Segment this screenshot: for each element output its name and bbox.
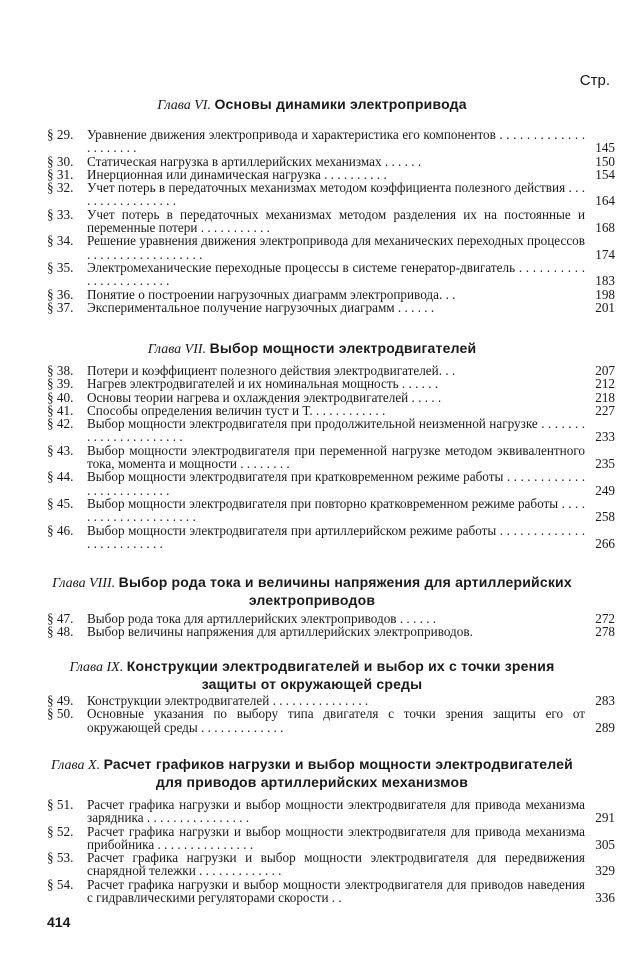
section-title: Конструкции электродвигателей . . . . . . . . . . . . . . . xyxy=(87,693,369,708)
chapter-title: Расчет графиков нагрузки и выбор мощности электродвигателей для приводов артиллерийских механизмов xyxy=(103,756,573,790)
section-number: § 52. xyxy=(47,823,74,839)
section-page: 305 xyxy=(595,836,615,852)
section-number: § 35. xyxy=(47,259,74,275)
section-title: Расчет графика нагрузки и выбор мощности электродвигателя для передвижения снарядной тележки . . . . . . . . . . . . . xyxy=(87,850,585,879)
toc-entry xyxy=(47,128,615,155)
section-number: § 34. xyxy=(47,233,74,249)
section-title: Понятие о построении нагрузочных диаграмм электропривода. . . xyxy=(87,286,456,302)
section-number: § 39. xyxy=(47,376,74,392)
section-page: 291 xyxy=(595,810,615,826)
section-number: § 30. xyxy=(47,153,74,169)
chapter-entries xyxy=(47,128,615,314)
toc-entry xyxy=(47,497,615,524)
chapter-label: Глава VII. xyxy=(147,342,207,357)
section-title: Выбор мощности электродвигателя при кратковременном режиме работы . . . . . . . . . . . . . . . . . . . . . . . . . xyxy=(87,469,585,498)
toc-entry xyxy=(47,208,615,235)
toc-entry xyxy=(47,391,615,404)
section-page: 164 xyxy=(595,193,615,209)
section-title: Выбор мощности электродвигателя при повторно кратковременном режиме работы . . . . . . . . . . . . . . . . . . . . . xyxy=(87,495,585,525)
toc-entry xyxy=(47,612,615,625)
toc-entry xyxy=(47,878,615,905)
chapter-heading xyxy=(44,340,580,358)
chapter-title: Основы динамики электропривода xyxy=(214,96,467,112)
toc-entry xyxy=(47,470,615,497)
section-title: Расчет графика нагрузки и выбор мощности электродвигателя для привода механизма прибойника . . . . . . . . . . . . . . . xyxy=(87,823,585,852)
toc-entry xyxy=(47,798,615,825)
section-title: Статическая нагрузка в артиллерийских механизмах . . . . . . xyxy=(87,153,422,169)
section-number: § 32. xyxy=(47,180,74,196)
chapter-label: Глава VI. xyxy=(157,98,211,113)
section-page: 233 xyxy=(595,429,615,445)
section-number: § 53. xyxy=(47,850,74,866)
section-page: 227 xyxy=(595,402,615,418)
section-title: Электромеханические переходные процессы в системе генератор-двигатель . . . . . . . . . . . . . . . . . . . . . . . xyxy=(87,259,585,289)
toc-entry xyxy=(47,234,615,261)
section-title: Выбор мощности электродвигателя при переменной нагрузке методом эквивалентного тока, момента и мощности . . . . . . . . xyxy=(87,442,585,472)
toc-entry xyxy=(47,155,615,168)
section-number: § 46. xyxy=(47,522,74,538)
toc-entry xyxy=(47,301,615,314)
section-number: § 50. xyxy=(47,706,74,722)
section-title: Учет потерь в передаточных механизмах методом разделения их на постоянные и переменные потери . . . . . . . . . . . xyxy=(87,206,585,236)
section-page: 201 xyxy=(595,299,615,315)
chapter-entries xyxy=(47,364,615,550)
page-column-label: Стр. xyxy=(579,72,610,89)
section-page: 168 xyxy=(595,220,615,236)
toc-entry xyxy=(47,825,615,852)
section-page: 336 xyxy=(595,890,615,906)
toc-entry xyxy=(47,524,615,551)
section-number: § 31. xyxy=(47,166,74,182)
section-title: Выбор мощности электродвигателя при продолжительной неизменной нагрузке . . . . . . . . . . . . . . . . . . . . . . xyxy=(87,416,585,445)
section-title: Потери и коэффициент полезного действия электродвигателей. . . xyxy=(87,363,456,378)
chapter-heading xyxy=(44,96,580,114)
section-title: Учет потерь в передаточных механизмах методом коэффициента полезного действия . . . . . . . . . . . . . . . . . xyxy=(87,180,585,209)
chapter-label: Глава VIII. xyxy=(52,576,116,591)
section-title: Способы определения величин τуст и T. . . . . . . . . . . . xyxy=(87,402,386,418)
section-number: § 44. xyxy=(47,469,74,485)
section-page: 150 xyxy=(595,153,615,169)
section-page: 235 xyxy=(595,456,615,472)
section-number: § 51. xyxy=(47,797,74,812)
section-page: 174 xyxy=(595,246,615,262)
toc-entry xyxy=(47,168,615,181)
toc-entry xyxy=(47,417,615,444)
section-page: 283 xyxy=(595,693,615,708)
toc-entry xyxy=(47,377,615,390)
section-number: § 48. xyxy=(47,624,74,640)
section-page: 272 xyxy=(595,611,615,626)
chapter-entries xyxy=(47,694,615,734)
section-title: Выбор рода тока для артиллерийских электроприводов . . . . . . xyxy=(87,611,437,626)
chapter-title: Выбор мощности электродвигателей xyxy=(209,340,477,356)
section-title: Основы теории нагрева и охлаждения электродвигателей . . . . . xyxy=(87,389,442,405)
toc-entry xyxy=(47,261,615,288)
section-number: § 49. xyxy=(47,693,74,708)
section-number: § 45. xyxy=(47,495,74,511)
chapter-label: Глава X. xyxy=(51,758,101,773)
section-number: § 47. xyxy=(47,611,74,626)
page-number: 414 xyxy=(47,914,71,930)
toc-entry xyxy=(47,364,615,377)
section-page: 266 xyxy=(595,535,615,551)
section-number: § 41. xyxy=(47,402,74,418)
section-page: 212 xyxy=(595,376,615,392)
section-title: Расчет графика нагрузки и выбор мощности электродвигателя для приводов наведения с гидравлическими регуляторами скорости . . xyxy=(87,876,585,906)
section-number: § 36. xyxy=(47,286,74,302)
section-number: § 54. xyxy=(47,876,74,892)
section-page: 218 xyxy=(595,389,615,405)
chapter-heading xyxy=(44,658,580,694)
section-page: 198 xyxy=(595,286,615,302)
section-number: § 37. xyxy=(47,299,74,315)
toc-entry xyxy=(47,694,615,707)
section-number: § 33. xyxy=(47,206,74,222)
chapter-title: Выбор рода тока и величины напряжения для артиллерийских электроприводов xyxy=(118,574,572,608)
section-page: 145 xyxy=(595,140,615,156)
section-page: 329 xyxy=(595,863,615,879)
section-page: 258 xyxy=(595,509,615,525)
section-number: § 40. xyxy=(47,389,74,405)
toc-entry xyxy=(47,625,615,638)
toc-entry xyxy=(47,288,615,301)
toc-entry xyxy=(47,404,615,417)
section-title: Выбор мощности электродвигателя при артиллерийском режиме работы . . . . . . . . . . . . . . . . . . . . . . . . . xyxy=(87,522,585,551)
section-page: 249 xyxy=(595,482,615,498)
section-page: 278 xyxy=(595,624,615,640)
section-title: Основные указания по выбору типа двигателя с точки зрения защиты его от окружающей среды . . . . . . . . . . . . . xyxy=(87,706,585,735)
toc-entry xyxy=(47,707,615,734)
section-title: Инерционная или динамическая нагрузка . . . . . . . . . . xyxy=(87,166,387,182)
chapter-title: Конструкции электродвигателей и выбор их с точки зрения защиты от окружающей среды xyxy=(126,658,555,692)
chapter-heading xyxy=(44,756,580,792)
chapter-label: Глава IX. xyxy=(69,660,124,675)
toc-entry xyxy=(47,851,615,878)
section-page: 183 xyxy=(595,273,615,289)
chapter-heading xyxy=(44,574,580,610)
section-page: 154 xyxy=(595,166,615,182)
toc-entry xyxy=(47,444,615,471)
section-title: Расчет графика нагрузки и выбор мощности электродвигателя для привода механизма зарядника . . . . . . . . . . . . . . . . xyxy=(87,797,585,826)
section-page: 207 xyxy=(595,363,615,378)
section-page: 289 xyxy=(595,719,615,735)
section-number: § 38. xyxy=(47,363,74,378)
section-title: Экспериментальное получение нагрузочных диаграмм . . . . . . xyxy=(87,299,435,315)
chapter-entries xyxy=(47,612,615,639)
toc-entry xyxy=(47,181,615,208)
section-title: Уравнение движения электропривода и характеристика его компонентов . . . . . . . . . . . . . . . . . . . . . xyxy=(87,127,585,156)
section-title: Нагрев электродвигателей и их номинальная мощность . . . . . . xyxy=(87,376,439,392)
section-number: § 43. xyxy=(47,442,74,458)
section-number: § 42. xyxy=(47,416,74,432)
section-title: Решение уравнения движения электропривода для механических переходных процессов . . . . . . . . . . . . . . . . . . xyxy=(87,233,585,262)
chapter-entries xyxy=(47,798,615,904)
section-number: § 29. xyxy=(47,127,74,142)
section-title: Выбор величины напряжения для артиллерийских электроприводов. xyxy=(87,624,473,640)
